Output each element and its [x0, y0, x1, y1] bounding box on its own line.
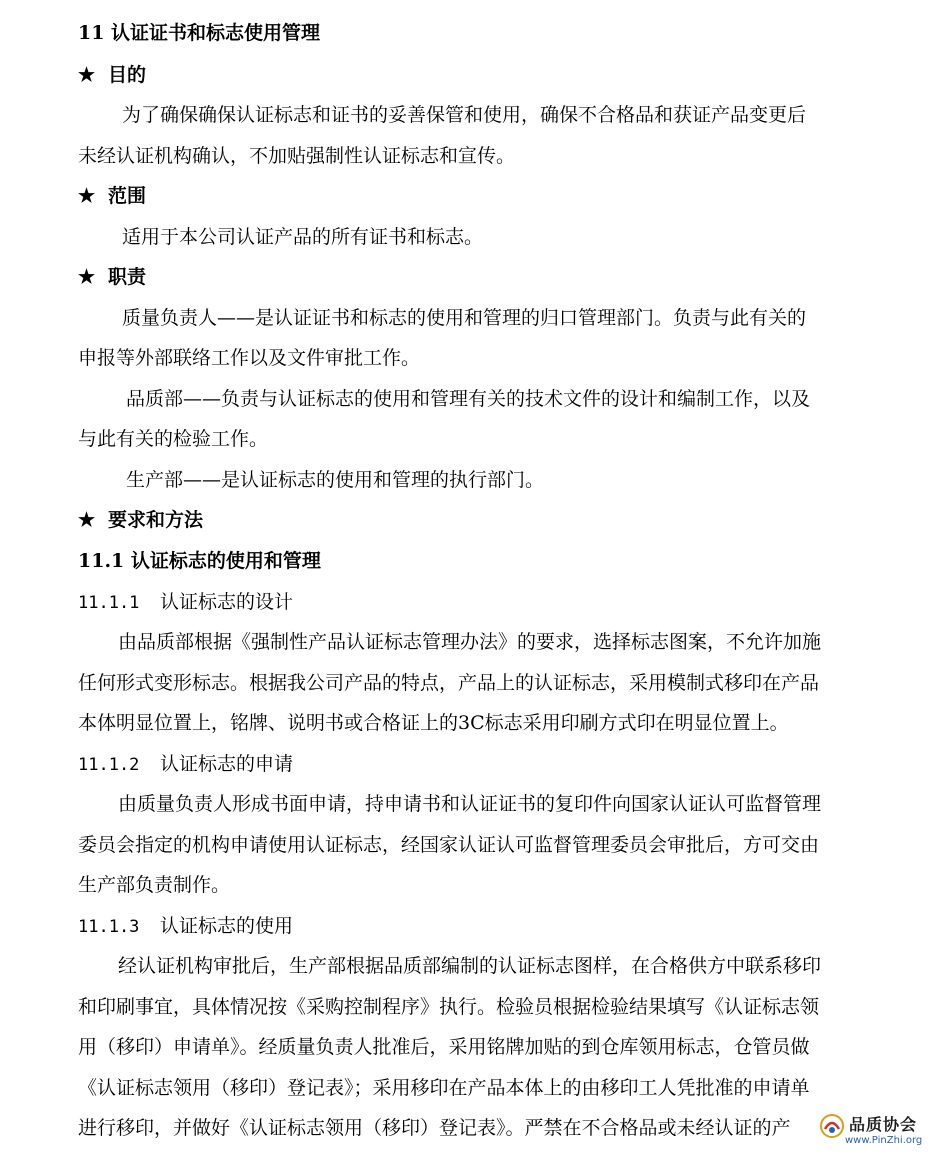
paragraph-line: 和印刷事宜，具体情况按《采购控制程序》执行。检验员根据检验结果填写《认证标志领	[78, 996, 820, 1018]
subsection-heading: 11.1 认证标志的使用和管理	[78, 550, 321, 572]
pinzhi-logo-icon	[819, 1113, 845, 1139]
subsubsection-title: 认证标志的申请	[160, 753, 294, 775]
site-watermark	[815, 1111, 935, 1151]
subsubsection-heading	[78, 589, 888, 616]
paragraph-line: 用（移印）申请单》。经质量负责人批准后，采用铭牌加贴的到仓库领用标志，仓管员做	[78, 1036, 810, 1058]
section-heading-purpose	[78, 62, 888, 88]
paragraph-line: 未经认证机构确认，不加贴强制性认证标志和宣传。	[78, 145, 516, 167]
paragraph-line: 为了确保确保认证标志和证书的妥善保管和使用，确保不合格品和获证产品变更后	[122, 104, 807, 126]
section-title: 职责	[108, 266, 147, 288]
section-number: 11.1.2	[78, 755, 140, 775]
paragraph-line: 本体明显位置上，铭牌、说明书或合格证上的3C标志采用印刷方式印在明显位置上。	[78, 712, 789, 734]
star-icon: ★	[78, 509, 96, 531]
section-heading-requirements	[78, 507, 888, 533]
star-icon: ★	[78, 185, 96, 207]
subsubsection-title: 认证标志的使用	[160, 915, 294, 937]
paragraph-line: 生产部——是认证标志的使用和管理的执行部门。	[126, 469, 545, 491]
paragraph-line: 由品质部根据《强制性产品认证标志管理办法》的要求，选择标志图案，不允许加施	[118, 631, 822, 653]
paragraph-line: 经认证机构审批后，生产部根据品质部编制的认证标志图样，在合格供方中联系移印	[118, 955, 822, 977]
paragraph-line: 生产部负责制作。	[78, 874, 231, 896]
paragraph-line: 适用于本公司认证产品的所有证书和标志。	[122, 226, 484, 248]
section-number: 11.1.3	[78, 917, 140, 937]
section-title: 要求和方法	[108, 509, 204, 531]
paragraph-line: 申报等外部联络工作以及文件审批工作。	[78, 347, 421, 369]
paragraph-line: 委员会指定的机构申请使用认证标志，经国家认证认可监督管理委员会审批后，方可交由	[78, 834, 820, 856]
watermark-title: 品质协会	[849, 1115, 918, 1134]
paragraph-line: 由质量负责人形成书面申请，持申请书和认证证书的复印件向国家认证认可监督管理	[118, 793, 822, 815]
paragraph-line: 任何形式变形标志。根据我公司产品的特点，产品上的认证标志，采用模制式移印在产品	[78, 672, 820, 694]
star-icon: ★	[78, 266, 96, 288]
paragraph-line: 与此有关的检验工作。	[78, 428, 269, 450]
section-number: 11.1.1	[78, 593, 140, 613]
subsubsection-heading	[78, 751, 888, 778]
subsubsection-title: 认证标志的设计	[160, 591, 294, 613]
paragraph-line: 品质部——负责与认证标志的使用和管理有关的技术文件的设计和编制工作，以及	[126, 388, 811, 410]
section-title: 目的	[108, 64, 147, 86]
paragraph-line: 进行移印，并做好《认证标志领用（移印）登记表》。严禁在不合格品或未经认证的产	[78, 1117, 791, 1139]
subsubsection-heading	[78, 913, 888, 940]
main-heading: 11 认证证书和标志使用管理	[78, 22, 321, 44]
section-heading-duties	[78, 264, 888, 290]
section-heading-scope	[78, 183, 888, 209]
paragraph-line: 质量负责人——是认证证书和标志的使用和管理的归口管理部门。负责与此有关的	[122, 307, 807, 329]
section-title: 范围	[108, 185, 147, 207]
watermark-url: www.PinZhi.org	[845, 1135, 923, 1146]
star-icon: ★	[78, 64, 96, 86]
paragraph-line: 《认证标志领用（移印）登记表》；采用移印在产品本体上的由移印工人凭批准的申请单	[78, 1077, 810, 1099]
